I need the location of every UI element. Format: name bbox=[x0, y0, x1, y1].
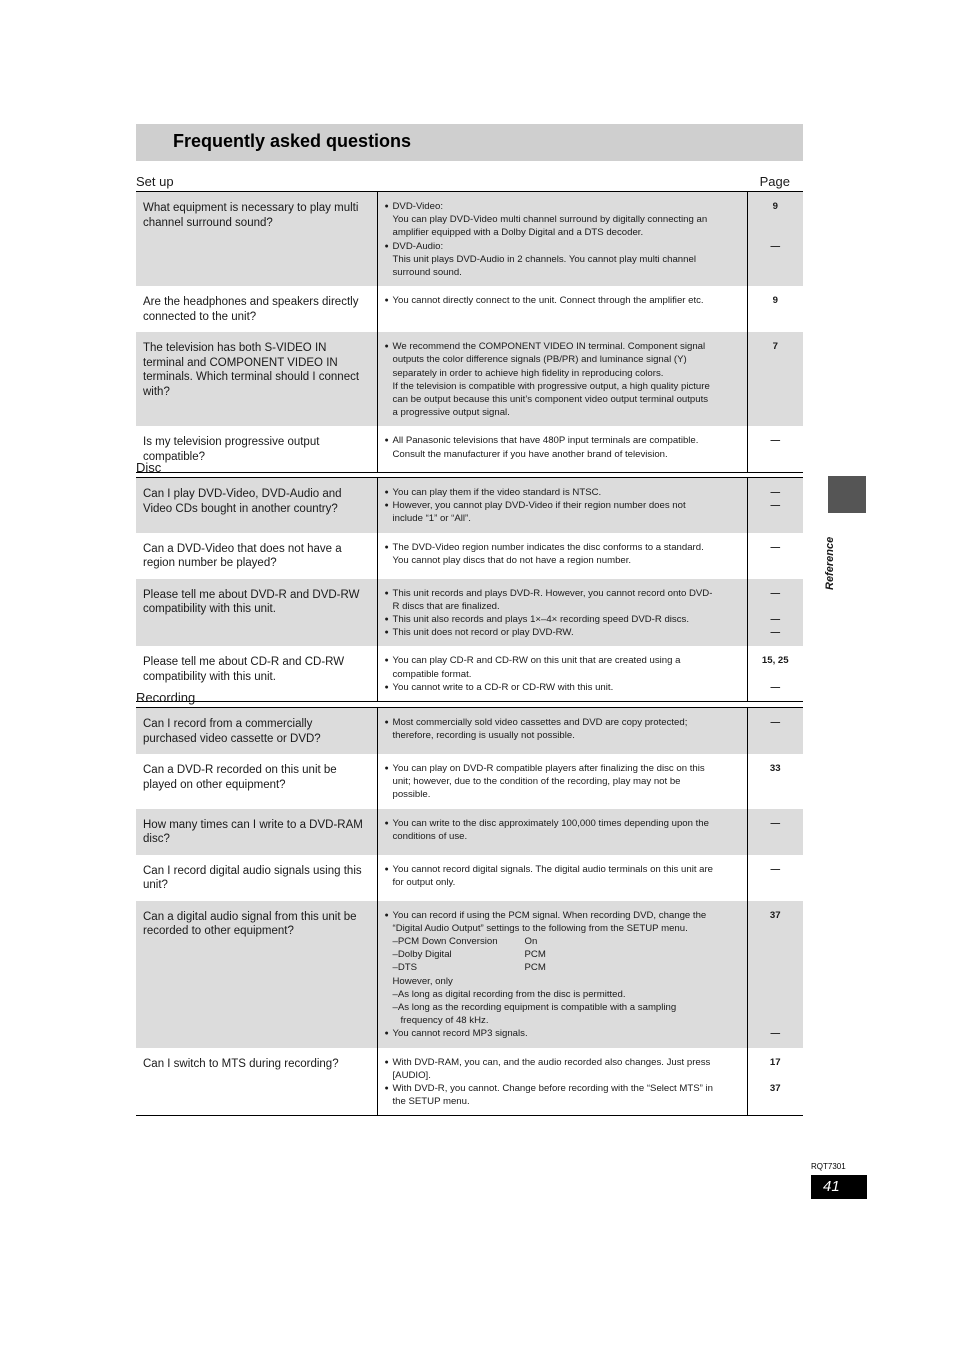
answer-line bbox=[385, 948, 741, 961]
section-header bbox=[136, 690, 803, 707]
answer-line: conditions of use. bbox=[392, 830, 468, 842]
table-row bbox=[136, 754, 803, 809]
table-row bbox=[136, 1048, 803, 1116]
answer-line: R discs that are finalized. bbox=[392, 600, 500, 612]
section-recording bbox=[136, 690, 803, 1116]
question-cell: Can a DVD-R recorded on this unit be played on other equipment? bbox=[136, 754, 377, 809]
answer-line: ● DVD-Video: bbox=[385, 200, 741, 213]
page-ref: — bbox=[770, 500, 781, 512]
page-ref bbox=[748, 668, 804, 681]
setting-name: –DTS bbox=[392, 962, 418, 974]
answer-line: ● You can play them if the video standard is NTSC. bbox=[385, 486, 741, 499]
answer-cell bbox=[377, 286, 747, 332]
page-ref-cell bbox=[747, 579, 803, 647]
page-ref: 9 bbox=[772, 295, 778, 307]
answer-line: However, only bbox=[392, 975, 453, 987]
answer-line: include “1” or “All”. bbox=[392, 513, 471, 525]
page-ref-cell bbox=[747, 809, 803, 855]
page-column-label: Page bbox=[759, 174, 790, 189]
answer-line: ● You cannot record MP3 signals. bbox=[385, 1027, 741, 1040]
answer-line: the SETUP menu. bbox=[392, 1096, 470, 1108]
answer-line: compatible format. bbox=[392, 668, 472, 680]
answer-line: Consult the manufacturer if you have another brand of television. bbox=[392, 448, 668, 460]
page-ref bbox=[748, 213, 804, 226]
page-ref: — bbox=[770, 681, 781, 693]
page-ref: 7 bbox=[772, 341, 778, 353]
section-disc bbox=[136, 460, 803, 702]
answer-line: ● You can record if using the PCM signal. When recording DVD, change the bbox=[385, 909, 741, 922]
answer-cell bbox=[377, 809, 747, 855]
answer-line: [AUDIO]. bbox=[392, 1069, 431, 1081]
page-ref-cell bbox=[747, 332, 803, 426]
table-row bbox=[136, 901, 803, 1048]
page-ref bbox=[748, 226, 804, 239]
page-number: 41 bbox=[811, 1175, 867, 1199]
section-title: Recording bbox=[136, 690, 196, 705]
side-tab-label: Reference bbox=[824, 536, 836, 590]
setting-value: On bbox=[524, 936, 538, 948]
answer-line: ● You can write to the disc approximately 100,000 times depending upon the bbox=[385, 817, 741, 830]
setting-name: –Dolby Digital bbox=[392, 949, 452, 961]
page-ref-cell bbox=[747, 1048, 803, 1116]
page-ref bbox=[748, 948, 804, 961]
page-ref-cell bbox=[747, 855, 803, 901]
page-ref: — bbox=[770, 487, 781, 498]
section-header bbox=[136, 174, 803, 191]
page-ref: — bbox=[770, 587, 781, 599]
page-ref bbox=[748, 253, 804, 266]
answer-line: can be output because this unit’s component video output terminal outputs bbox=[392, 394, 709, 406]
table-row bbox=[136, 855, 803, 901]
answer-cell bbox=[377, 478, 747, 533]
page-ref: — bbox=[770, 863, 781, 875]
answer-line: You can play DVD-Video multi channel surround by digitally connecting an bbox=[392, 214, 708, 226]
page-ref: — bbox=[770, 817, 781, 829]
answer-line: a progressive output signal. bbox=[392, 407, 510, 419]
answer-line: “Digital Audio Output” settings to the following from the SETUP menu. bbox=[392, 922, 688, 934]
page-ref-cell bbox=[747, 533, 803, 579]
answer-line: –As long as digital recording from the disc is permitted. bbox=[392, 988, 626, 1000]
answer-line: ● This unit also records and plays 1×–4× recording speed DVD-R discs. bbox=[385, 613, 741, 626]
answer-line: ● You cannot record digital signals. The digital audio terminals on this unit are bbox=[385, 863, 741, 876]
answer-line: ● Most commercially sold video cassettes and DVD are copy protected; bbox=[385, 716, 741, 729]
answer-cell bbox=[377, 533, 747, 579]
page-ref: 15, 25 bbox=[761, 655, 789, 667]
page-ref bbox=[748, 935, 804, 948]
page-ref: — bbox=[770, 1028, 781, 1040]
question-cell: Please tell me about CD-R and CD-RW compatibility with this unit. bbox=[136, 646, 377, 701]
document-code: RQT7301 bbox=[811, 1162, 846, 1171]
answer-line: ● With DVD-R, you cannot. Change before recording with the “Select MTS” in bbox=[385, 1082, 741, 1095]
page-ref bbox=[748, 1069, 804, 1082]
answer-cell bbox=[377, 192, 747, 287]
page-ref bbox=[748, 1095, 804, 1108]
question-cell: The television has both S-VIDEO IN terminal and COMPONENT VIDEO IN terminals. Which terminal should I connect with? bbox=[136, 332, 377, 426]
answer-line bbox=[385, 961, 741, 974]
answer-line: separately in order to achieve high fidelity in reproducing colors. bbox=[392, 367, 664, 379]
answer-line: unit; however, due to the condition of the recording, play may not be bbox=[392, 776, 681, 788]
page-ref bbox=[748, 961, 804, 974]
page-ref: 37 bbox=[769, 909, 781, 921]
section-header bbox=[136, 460, 803, 477]
faq-table bbox=[136, 191, 803, 473]
section-setup bbox=[136, 174, 803, 473]
answer-cell bbox=[377, 1048, 747, 1116]
reference-side-tab bbox=[828, 476, 866, 513]
table-row bbox=[136, 478, 803, 533]
page-ref bbox=[748, 922, 804, 935]
answer-line: ● With DVD-RAM, you can, and the audio recorded also changes. Just press bbox=[385, 1056, 741, 1069]
page-ref bbox=[748, 988, 804, 1001]
page-ref: — bbox=[770, 435, 781, 447]
answer-line: amplifier equipped with a Dolby Digital and a DTS decoder. bbox=[392, 227, 644, 239]
section-title: Set up bbox=[136, 174, 174, 189]
question-cell: Can I record from a commercially purchased video cassette or DVD? bbox=[136, 708, 377, 755]
page-ref bbox=[748, 1001, 804, 1014]
faq-table bbox=[136, 477, 803, 702]
setting-name: –PCM Down Conversion bbox=[392, 936, 498, 948]
question-cell: Can a digital audio signal from this unit be recorded to other equipment? bbox=[136, 901, 377, 1048]
faq-table bbox=[136, 707, 803, 1116]
answer-line: ● You cannot write to a CD-R or CD-RW with this unit. bbox=[385, 681, 741, 694]
question-cell: Is my television progressive output compatible? bbox=[136, 426, 377, 473]
page-ref-cell bbox=[747, 708, 803, 755]
page-ref bbox=[748, 975, 804, 988]
answer-line: –As long as the recording equipment is compatible with a sampling bbox=[392, 1002, 677, 1014]
answer-line: ● This unit records and plays DVD-R. However, you cannot record onto DVD- bbox=[385, 587, 741, 600]
answer-line bbox=[385, 935, 741, 948]
title-bar bbox=[136, 124, 803, 161]
table-row bbox=[136, 286, 803, 332]
answer-cell bbox=[377, 901, 747, 1048]
page-ref: 37 bbox=[769, 1083, 781, 1095]
answer-line: ● We recommend the COMPONENT VIDEO IN terminal. Component signal bbox=[385, 340, 741, 353]
table-row bbox=[136, 192, 803, 287]
answer-line: This unit plays DVD-Audio in 2 channels. You cannot play multi channel bbox=[392, 253, 696, 265]
answer-line: possible. bbox=[392, 789, 431, 801]
page-ref: — bbox=[770, 240, 781, 252]
question-cell: Can I record digital audio signals using this unit? bbox=[136, 855, 377, 901]
page-ref bbox=[748, 600, 804, 613]
setting-value: PCM bbox=[524, 949, 546, 961]
section-title: Disc bbox=[136, 460, 162, 475]
table-row bbox=[136, 332, 803, 426]
answer-cell bbox=[377, 332, 747, 426]
table-row bbox=[136, 533, 803, 579]
question-cell: What equipment is necessary to play multi channel surround sound? bbox=[136, 192, 377, 287]
page-ref: 33 bbox=[769, 763, 781, 774]
answer-cell bbox=[377, 579, 747, 647]
answer-cell bbox=[377, 754, 747, 809]
page-ref-cell bbox=[747, 286, 803, 332]
answer-line: You cannot play discs that do not have a region number. bbox=[392, 554, 632, 566]
answer-cell bbox=[377, 855, 747, 901]
answer-line: outputs the color difference signals (PB/PR) and luminance signal (Y) bbox=[392, 354, 687, 366]
answer-line: ● You can play CD-R and CD-RW on this unit that are created using a bbox=[385, 654, 741, 667]
answer-line: therefore, recording is usually not possible. bbox=[392, 730, 575, 742]
answer-line: surround sound. bbox=[392, 267, 462, 279]
page-ref-cell bbox=[747, 901, 803, 1048]
question-cell: Please tell me about DVD-R and DVD-RW compatibility with this unit. bbox=[136, 579, 377, 647]
answer-line: ● You can play on DVD-R compatible players after finalizing the disc on this bbox=[385, 762, 741, 775]
page-ref: — bbox=[770, 614, 781, 625]
table-row bbox=[136, 708, 803, 755]
answer-cell bbox=[377, 708, 747, 755]
page-ref-cell bbox=[747, 192, 803, 287]
answer-line: ● The DVD-Video region number indicates the disc conforms to a standard. bbox=[385, 541, 741, 554]
answer-line: ● This unit does not record or play DVD-RW. bbox=[385, 626, 741, 639]
page-ref bbox=[748, 1014, 804, 1027]
question-cell: Can a DVD-Video that does not have a region number be played? bbox=[136, 533, 377, 579]
page-ref: — bbox=[770, 717, 781, 728]
page-ref bbox=[748, 266, 804, 279]
page-title: Frequently asked questions bbox=[173, 131, 412, 151]
answer-line: ● DVD-Audio: bbox=[385, 240, 741, 253]
answer-line: for output only. bbox=[392, 876, 456, 888]
page-ref: 17 bbox=[769, 1056, 781, 1068]
answer-line: If the television is compatible with progressive output, a high quality picture bbox=[392, 380, 710, 392]
answer-line: ● You cannot directly connect to the unit. Connect through the amplifier etc. bbox=[385, 294, 741, 307]
question-cell: Can I play DVD-Video, DVD-Audio and Video CDs bought in another country? bbox=[136, 478, 377, 533]
answer-line: ● All Panasonic televisions that have 480P input terminals are compatible. bbox=[385, 434, 741, 447]
setting-value: PCM bbox=[524, 962, 546, 974]
answer-line: ● However, you cannot play DVD-Video if their region number does not bbox=[385, 499, 741, 512]
answer-line: frequency of 48 kHz. bbox=[400, 1015, 489, 1027]
page-ref-cell bbox=[747, 754, 803, 809]
question-cell: How many times can I write to a DVD-RAM disc? bbox=[136, 809, 377, 855]
page-ref: 9 bbox=[772, 201, 778, 212]
table-row bbox=[136, 579, 803, 647]
page-ref: — bbox=[770, 627, 781, 639]
question-cell: Can I switch to MTS during recording? bbox=[136, 1048, 377, 1116]
table-row bbox=[136, 809, 803, 855]
question-cell: Are the headphones and speakers directly connected to the unit? bbox=[136, 286, 377, 332]
page-ref-cell bbox=[747, 478, 803, 533]
page-ref: — bbox=[770, 541, 781, 553]
